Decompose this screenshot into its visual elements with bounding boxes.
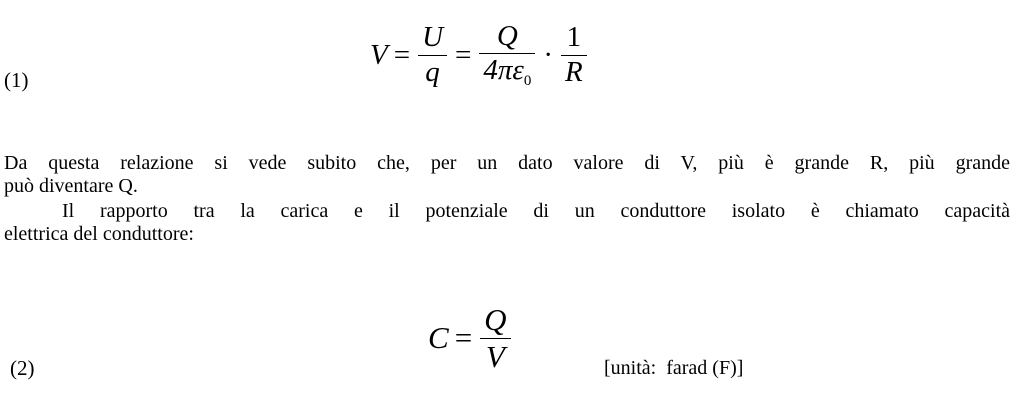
denominator-4pi-eps: 4πε <box>483 54 524 87</box>
paragraph-relation <box>4 152 1010 198</box>
equals-sign: = <box>454 320 473 356</box>
fraction-1-over-r <box>561 21 587 89</box>
numerator-q: Q <box>496 20 518 52</box>
numerator-one: 1 <box>566 21 582 54</box>
equation-number-2: (2) <box>10 356 35 380</box>
formula-lhs-v: V <box>370 38 388 71</box>
formula-capacitance <box>428 302 513 374</box>
formula-lhs-c: C <box>428 320 449 356</box>
fraction-u-over-q <box>418 21 447 89</box>
equals-sign: = <box>455 38 472 71</box>
denominator-4pi-eps0 <box>479 54 535 90</box>
equals-sign: = <box>393 38 411 71</box>
equation-number-1: (1) <box>4 68 29 92</box>
paragraph-line: Il rapporto tra la carica e il potenziale di un conduttore isolato è chiamato capacità <box>62 200 1010 222</box>
numerator-u: U <box>422 21 444 54</box>
paragraph-capacity-definition <box>4 200 1010 246</box>
multiplication-dot: · <box>543 38 554 71</box>
denominator-q: q <box>425 55 440 88</box>
paragraph-line: Da questa relazione si vede subito che, per un dato valore di V, più è grande R, più grande <box>4 152 1010 174</box>
denominator-r: R <box>565 55 583 88</box>
paragraph-line: elettrica del conduttore: <box>4 223 194 245</box>
fraction-q-over-4pi-eps0 <box>479 20 535 91</box>
fraction-q-over-v <box>480 302 510 374</box>
formula-potential <box>370 20 589 91</box>
denominator-v: V <box>485 338 505 374</box>
paragraph-line: può diventare Q. <box>4 175 138 197</box>
subscript-zero: 0 <box>523 73 532 90</box>
unit-note: [unità: farad (F)] <box>604 357 744 379</box>
numerator-q: Q <box>484 302 507 337</box>
